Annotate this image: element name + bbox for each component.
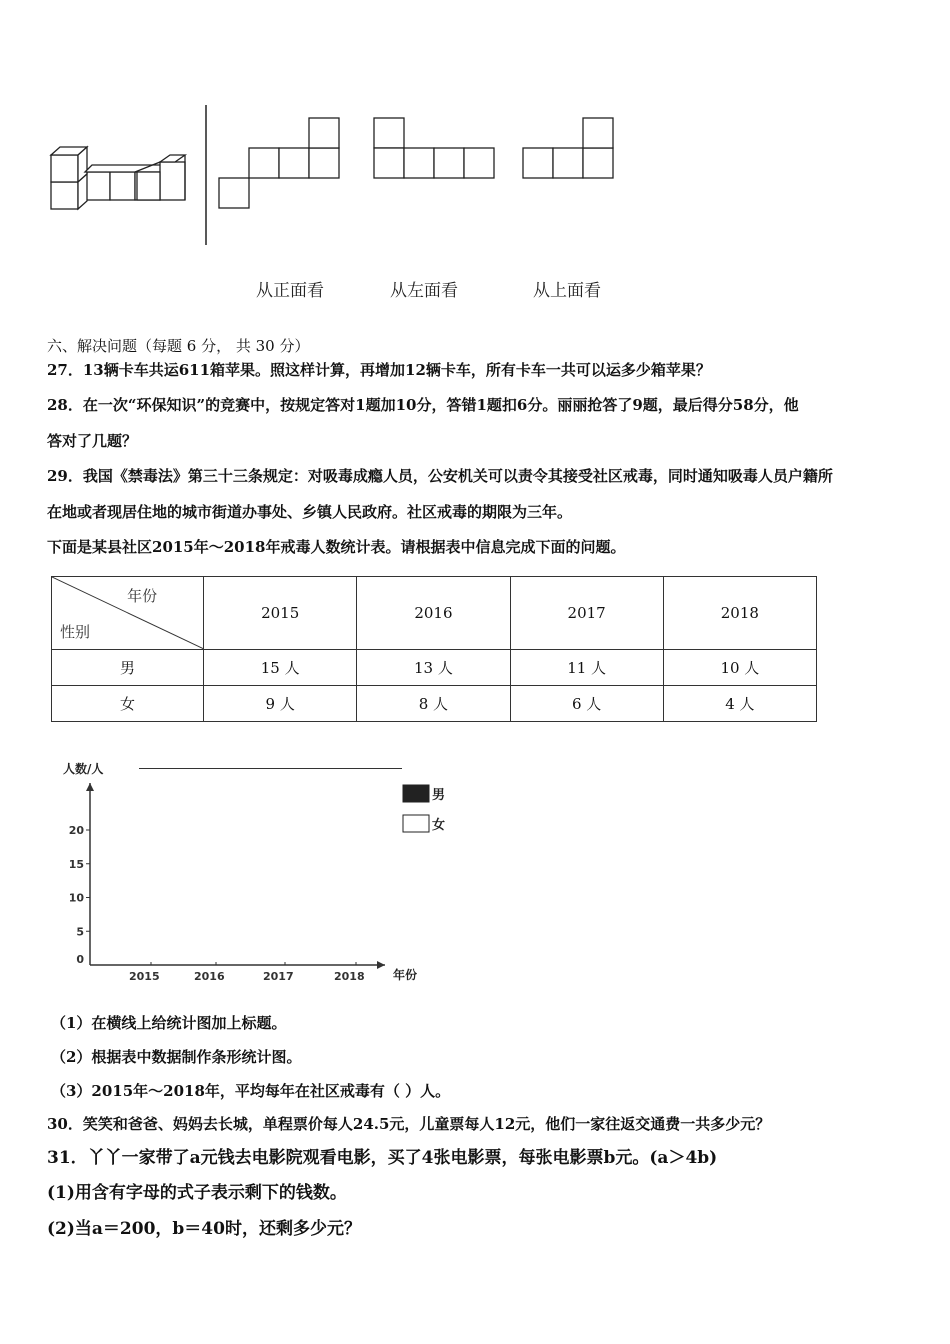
section-heading: 六、解决问题（每题 6 分， 共 30 分） <box>47 337 310 355</box>
table-cell: 6 人 <box>510 686 663 722</box>
question-31-line2: (1)用含有字母的式子表示剩下的钱数。 <box>47 1183 347 1203</box>
table-cell: 13 人 <box>357 650 510 686</box>
question-27: 27．13辆卡车共运611箱苹果。照这样计算，再增加12辆卡车，所有卡车一共可以运多少箱苹果？ <box>47 361 711 379</box>
question-28-line1: 28．在一次“环保知识”的竞赛中，按规定答对1题加10分，答错1题扣6分。丽丽抢答了9题，最后得分58分，他 <box>47 396 799 414</box>
year-cell: 2015 <box>204 577 357 650</box>
x-axis-arrow <box>377 961 385 969</box>
front-view-label: 从正面看 <box>256 281 324 301</box>
x-axis-label: 年份 <box>393 968 418 982</box>
y-axis-label: 人数/人 <box>63 762 104 776</box>
table-cell: 8 人 <box>357 686 510 722</box>
cube-figure <box>40 100 640 250</box>
question-29-line2: 在地或者现居住地的城市街道办事处、乡镇人民政府。社区戒毒的期限为三年。 <box>47 503 573 521</box>
year-cell: 2017 <box>510 577 663 650</box>
left-view-label: 从左面看 <box>390 281 458 301</box>
y-tick-label: 0 <box>76 953 84 966</box>
table-diagonal-header <box>52 577 204 650</box>
sub-question-2: （2）根据表中数据制作条形统计图。 <box>51 1048 302 1066</box>
question-31-line3: (2)当a＝200，b＝40时，还剩多少元？ <box>47 1219 361 1239</box>
legend-male-label: 男 <box>432 788 446 803</box>
drug-stats-table <box>51 576 817 722</box>
header-gender: 性别 <box>60 623 91 641</box>
table-cell: 9 人 <box>204 686 357 722</box>
legend-male-swatch <box>403 785 429 802</box>
question-31-line1: 31．丫丫一家带了a元钱去电影院观看电影，买了4张电影票，每张电影票b元。(a＞4b) <box>47 1148 718 1168</box>
sub-question-1: （1）在横线上给统计图加上标题。 <box>51 1014 287 1032</box>
bar-chart <box>55 755 455 990</box>
x-tick-label: 2016 <box>194 970 225 983</box>
y-tick-label: 5 <box>76 925 84 939</box>
question-29-line3: 下面是某县社区2015年～2018年戒毒人数统计表。请根据表中信息完成下面的问题。 <box>47 538 626 556</box>
table-cell: 10 人 <box>663 650 816 686</box>
table-cell: 11 人 <box>510 650 663 686</box>
legend-female-swatch <box>403 815 429 832</box>
y-tick-label: 10 <box>68 891 84 905</box>
y-tick-label: 15 <box>68 857 84 871</box>
row-label: 女 <box>52 686 204 722</box>
y-tick-label: 20 <box>68 824 84 837</box>
header-year: 年份 <box>127 587 158 605</box>
top-view-label: 从上面看 <box>533 281 601 301</box>
y-axis-arrow <box>86 783 94 791</box>
row-label: 男 <box>52 650 204 686</box>
table-cell: 4 人 <box>663 686 816 722</box>
question-29-line1: 29．我国《禁毒法》第三十三条规定：对吸毒成瘾人员，公安机关可以责令其接受社区戒毒，同时通知吸毒人员户籍所 <box>47 467 833 485</box>
year-cell: 2018 <box>663 577 816 650</box>
question-28-line2: 答对了几题？ <box>47 432 138 450</box>
x-tick-label: 2015 <box>129 970 160 983</box>
legend-female-label: 女 <box>432 818 446 833</box>
sub-question-3: （3）2015年～2018年，平均每年在社区戒毒有（ ）人。 <box>51 1082 451 1100</box>
year-cell: 2016 <box>357 577 510 650</box>
x-tick-label: 2018 <box>334 970 365 983</box>
x-tick-label: 2017 <box>263 970 294 983</box>
question-30: 30．笑笑和爸爸、妈妈去长城，单程票价每人24.5元，儿童票每人12元，他们一家往返交通费一共多少元？ <box>47 1115 771 1133</box>
table-cell: 15 人 <box>204 650 357 686</box>
